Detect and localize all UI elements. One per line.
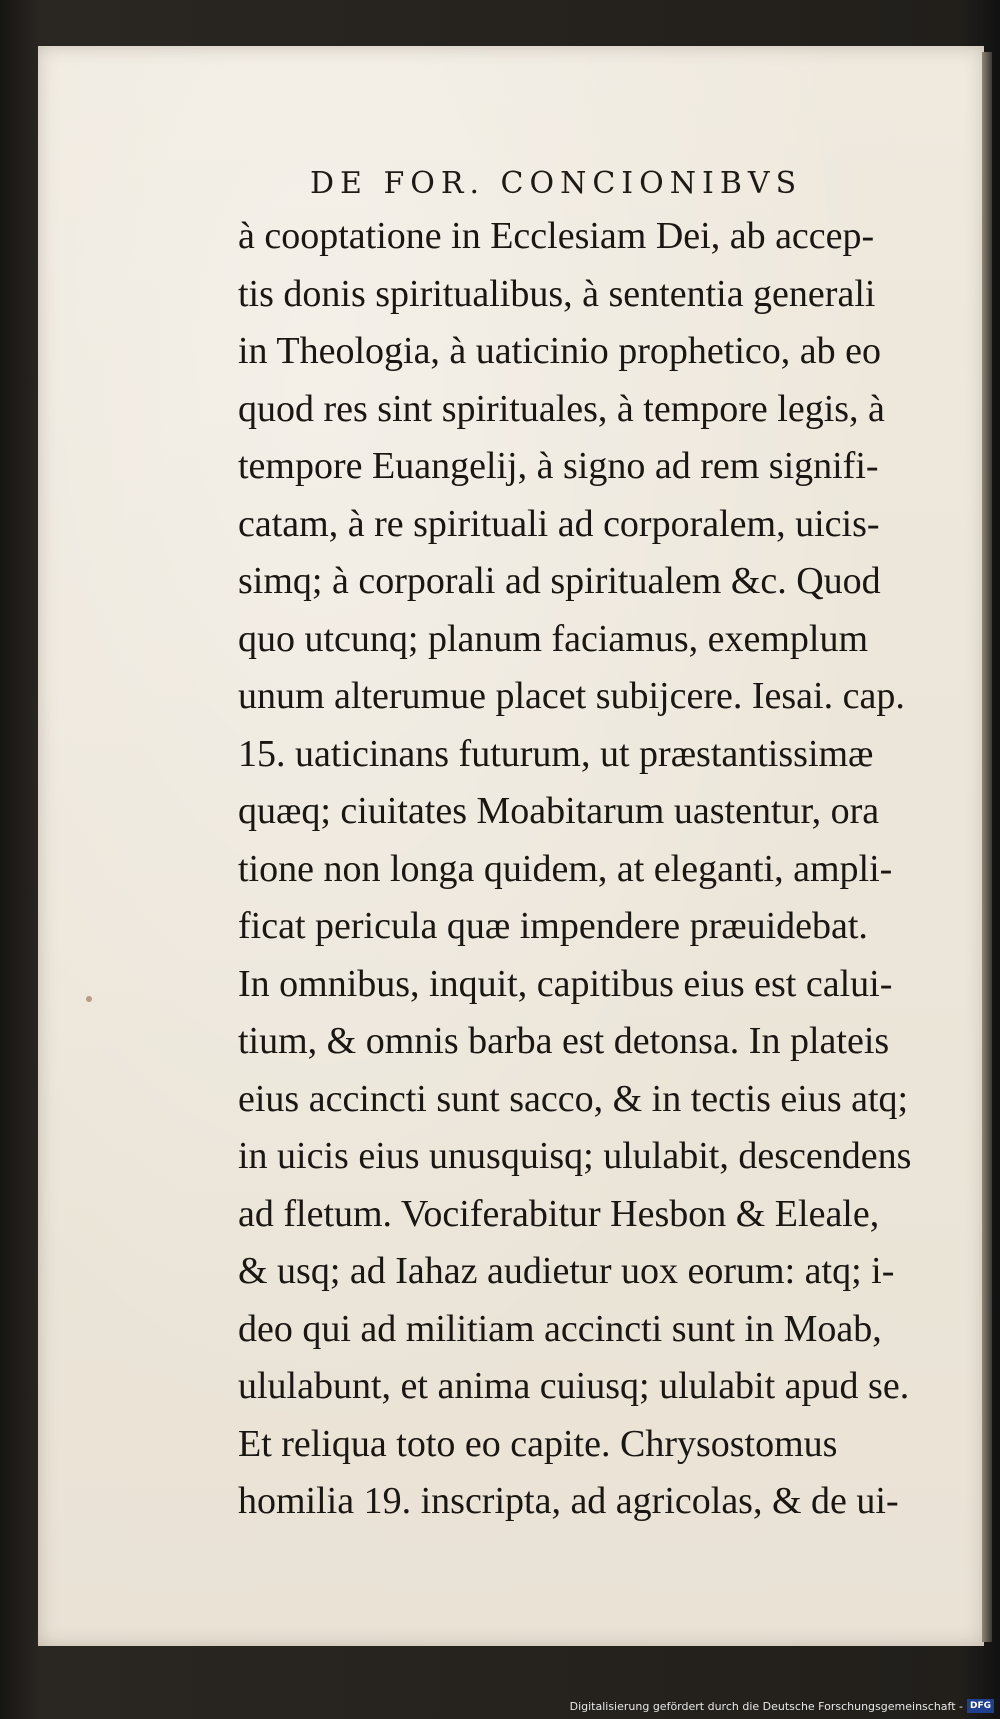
text-line: In omnibus, inquit, capitibus eius est calui- [238, 962, 893, 1005]
running-head: DE FOR. CONCIONIBVS [310, 166, 803, 201]
text-line: tione non longa quidem, at eleganti, ampli- [238, 847, 893, 890]
text-line: unum alterumue placet subijcere. Iesai. cap. [238, 675, 905, 717]
text-line: simq; à corporali ad spiritualem &c. Quod [238, 560, 881, 602]
text-line: Et reliqua toto eo capite. Chrysostomus [238, 1422, 838, 1465]
footer-credit: Digitalisierung gefördert durch die Deutsche Forschungsgemeinschaft - [569, 1699, 963, 1713]
dfg-logo-icon: DFG [967, 1699, 994, 1713]
text-line: tis donis spiritualibus, à sententia generali [238, 272, 876, 315]
text-line: in Theologia, à uaticinio prophetico, ab eo [238, 330, 881, 372]
text-line: catam, à re spirituali ad corporalem, uicis- [238, 502, 880, 545]
text-line: homilia 19. inscripta, ad agricolas, & de ui- [238, 1480, 899, 1522]
text-line: deo qui ad militiam accincti sunt in Moab, [238, 1307, 882, 1350]
book-page [38, 46, 984, 1646]
digitization-footer [570, 1697, 994, 1715]
text-line: eius accincti sunt sacco, & in tectis eius atq; [238, 1077, 909, 1120]
text-line: ad fletum. Vociferabitur Hesbon & Eleale, [238, 1192, 880, 1235]
text-line: & usq; ad Iahaz audietur uox eorum: atq; i- [238, 1250, 895, 1292]
text-line: in uicis eius unusquisq; ululabit, descendens [238, 1135, 912, 1177]
text-line: à cooptatione in Ecclesiam Dei, ab accep- [238, 215, 875, 257]
text-line: quod res sint spirituales, à tempore legis, à [238, 387, 885, 430]
ink-speck [86, 996, 92, 1002]
text-line: quo utcunq; planum faciamus, exemplum [238, 617, 869, 660]
text-block [238, 208, 998, 1531]
text-line: 15. uaticinans futurum, ut præstantissimæ [238, 732, 874, 775]
text-line: ululabunt, et anima cuiusq; ululabit apud se. [238, 1365, 910, 1407]
text-line: tempore Euangelij, à signo ad rem signifi- [238, 445, 879, 487]
text-line: ficat pericula quæ impendere præuidebat. [238, 905, 868, 947]
text-line: quæq; ciuitates Moabitarum uastentur, ora [238, 790, 880, 832]
text-line: tium, & omnis barba est detonsa. In plateis [238, 1020, 890, 1062]
